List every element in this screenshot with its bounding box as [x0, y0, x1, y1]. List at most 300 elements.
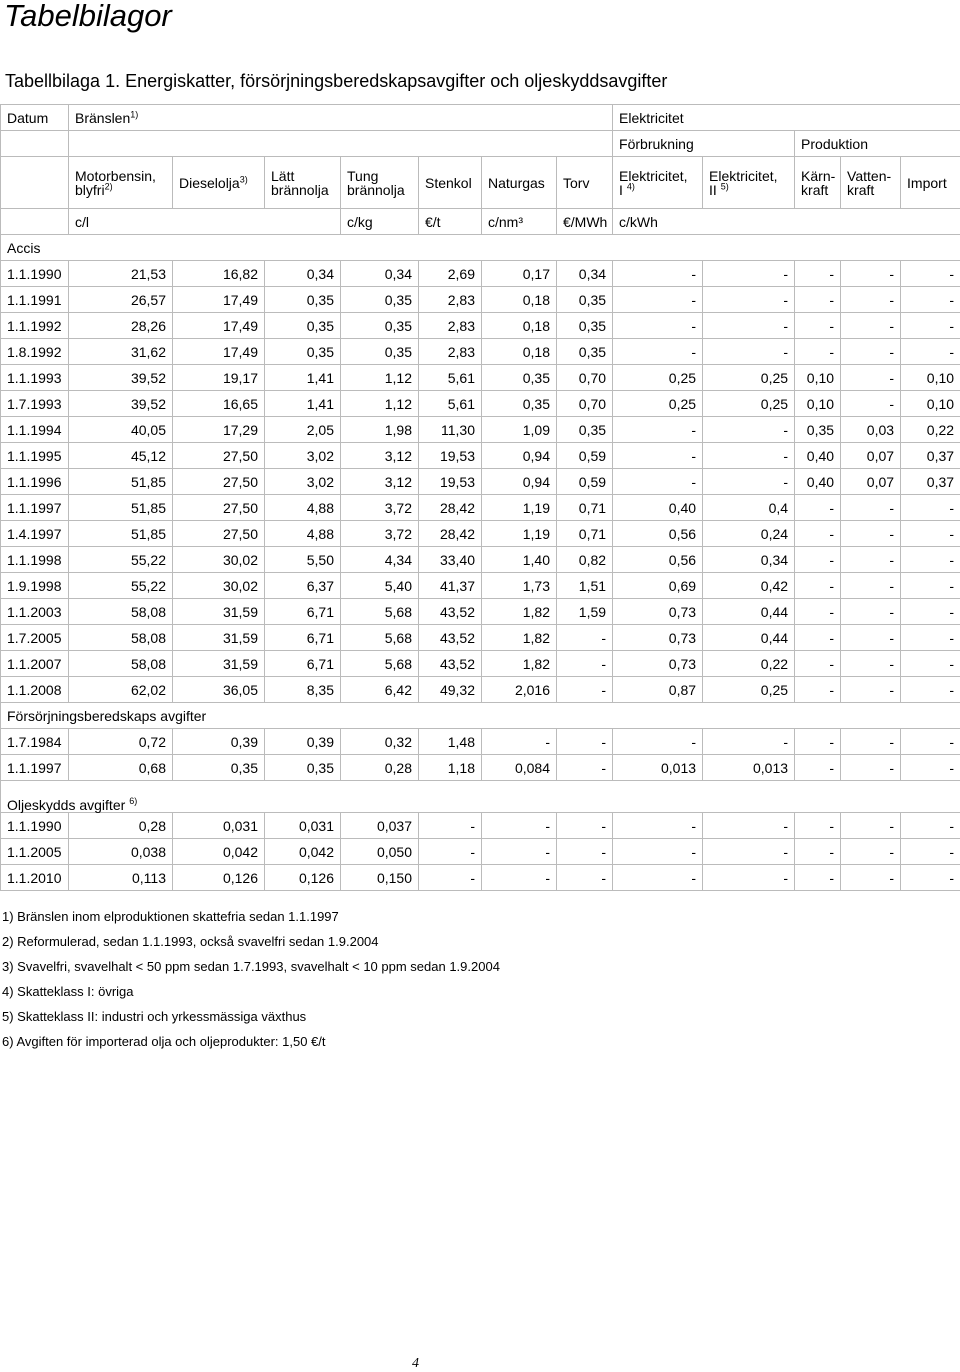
value-cell: -: [901, 729, 960, 755]
value-cell: 0,25: [613, 391, 703, 417]
value-cell: 0,35: [265, 313, 341, 339]
value-cell: -: [795, 677, 841, 703]
value-cell: -: [795, 261, 841, 287]
value-cell: 21,53: [69, 261, 173, 287]
footnote: 2) Reformulerad, sedan 1.1.1993, också svavelfri sedan 1.9.2004: [2, 934, 379, 949]
value-cell: -: [841, 865, 901, 891]
unit-ckwh: c/kWh: [613, 209, 960, 235]
value-cell: 58,08: [69, 625, 173, 651]
value-cell: 0,050: [341, 839, 419, 865]
value-cell: 0,22: [901, 417, 960, 443]
value-cell: 16,65: [173, 391, 265, 417]
value-cell: 2,016: [482, 677, 557, 703]
value-cell: -: [703, 417, 795, 443]
value-cell: -: [901, 839, 960, 865]
value-cell: 0,72: [69, 729, 173, 755]
value-cell: 1,19: [482, 521, 557, 547]
value-cell: 0,18: [482, 287, 557, 313]
date-cell: 1.8.1992: [1, 339, 69, 365]
value-cell: 27,50: [173, 443, 265, 469]
table-row: [1, 755, 960, 781]
value-cell: 0,35: [482, 365, 557, 391]
value-cell: 1,09: [482, 417, 557, 443]
date-cell: 1.1.1990: [1, 813, 69, 839]
value-cell: 0,35: [341, 287, 419, 313]
value-cell: -: [795, 839, 841, 865]
value-cell: -: [557, 839, 613, 865]
value-cell: 0,73: [613, 599, 703, 625]
value-cell: 27,50: [173, 521, 265, 547]
header-motorbensin: Motorbensin, blyfri$^{2)}$: [69, 157, 173, 209]
value-cell: 1,41: [265, 391, 341, 417]
value-cell: -: [901, 495, 960, 521]
value-cell: 45,12: [69, 443, 173, 469]
value-cell: -: [703, 313, 795, 339]
date-cell: 1.1.1996: [1, 469, 69, 495]
date-cell: 1.1.1997: [1, 755, 69, 781]
value-cell: 0,17: [482, 261, 557, 287]
footnote: 1) Bränslen inom elproduktionen skattefria sedan 1.1.1997: [2, 909, 339, 924]
date-cell: 1.1.2005: [1, 839, 69, 865]
value-cell: 0,35: [795, 417, 841, 443]
value-cell: -: [613, 865, 703, 891]
table-row: [1, 313, 960, 339]
unit-cl: c/l: [69, 209, 341, 235]
value-cell: -: [841, 599, 901, 625]
value-cell: 0,35: [341, 339, 419, 365]
unit-cnm3: c/nm³: [482, 209, 557, 235]
value-cell: -: [703, 261, 795, 287]
value-cell: 31,59: [173, 599, 265, 625]
footnote: 3) Svavelfri, svavelhalt < 50 ppm sedan 1.7.1993, svavelhalt < 10 ppm sedan 1.9.2004: [2, 959, 500, 974]
value-cell: 55,22: [69, 547, 173, 573]
value-cell: 0,40: [795, 469, 841, 495]
value-cell: -: [557, 755, 613, 781]
value-cell: 19,53: [419, 443, 482, 469]
value-cell: 31,59: [173, 625, 265, 651]
value-cell: 2,05: [265, 417, 341, 443]
value-cell: -: [841, 495, 901, 521]
value-cell: 0,07: [841, 443, 901, 469]
value-cell: 0,10: [901, 365, 960, 391]
table-row: [1, 469, 960, 495]
value-cell: -: [841, 677, 901, 703]
value-cell: 3,02: [265, 469, 341, 495]
value-cell: 5,61: [419, 391, 482, 417]
value-cell: 0,82: [557, 547, 613, 573]
table-row: [1, 865, 960, 891]
value-cell: 19,53: [419, 469, 482, 495]
value-cell: 31,59: [173, 651, 265, 677]
date-cell: 1.1.2010: [1, 865, 69, 891]
value-cell: -: [613, 417, 703, 443]
value-cell: 17,49: [173, 339, 265, 365]
value-cell: 43,52: [419, 599, 482, 625]
value-cell: -: [901, 813, 960, 839]
value-cell: 0,56: [613, 521, 703, 547]
value-cell: 0,44: [703, 599, 795, 625]
value-cell: 17,49: [173, 287, 265, 313]
value-cell: 0,35: [265, 287, 341, 313]
value-cell: 0,10: [901, 391, 960, 417]
table-row: [1, 521, 960, 547]
value-cell: -: [795, 729, 841, 755]
header-dieselolja: Dieselolja$^{3)}$: [173, 157, 265, 209]
table-row: [1, 813, 960, 839]
date-cell: 1.1.1998: [1, 547, 69, 573]
value-cell: -: [613, 729, 703, 755]
value-cell: 0,35: [557, 287, 613, 313]
value-cell: -: [613, 313, 703, 339]
value-cell: 5,61: [419, 365, 482, 391]
value-cell: -: [901, 865, 960, 891]
header-naturgas: Naturgas: [482, 157, 557, 209]
value-cell: -: [901, 339, 960, 365]
value-cell: 2,83: [419, 287, 482, 313]
date-cell: 1.1.1992: [1, 313, 69, 339]
value-cell: 0,34: [703, 547, 795, 573]
value-cell: 0,113: [69, 865, 173, 891]
value-cell: 0,35: [557, 417, 613, 443]
header-forbrukning: Förbrukning: [613, 131, 795, 157]
date-cell: 1.1.1993: [1, 365, 69, 391]
value-cell: 6,71: [265, 625, 341, 651]
date-cell: 1.1.1990: [1, 261, 69, 287]
value-cell: -: [795, 521, 841, 547]
header-vattenkraft: Vatten- kraft: [841, 157, 901, 209]
table-row: [1, 339, 960, 365]
value-cell: 17,49: [173, 313, 265, 339]
table-row: [1, 547, 960, 573]
header-import: Import: [901, 157, 960, 209]
value-cell: 1,48: [419, 729, 482, 755]
header-torv: Torv: [557, 157, 613, 209]
value-cell: -: [795, 573, 841, 599]
value-cell: 0,56: [613, 547, 703, 573]
value-cell: 0,35: [482, 391, 557, 417]
footnote: 6) Avgiften för importerad olja och oljeprodukter: 1,50 €/t: [2, 1034, 326, 1049]
value-cell: -: [557, 865, 613, 891]
value-cell: -: [613, 443, 703, 469]
value-cell: 0,34: [341, 261, 419, 287]
value-cell: -: [482, 865, 557, 891]
table-row: [1, 573, 960, 599]
table-row: [1, 365, 960, 391]
value-cell: 0,39: [173, 729, 265, 755]
value-cell: 0,126: [265, 865, 341, 891]
value-cell: -: [901, 599, 960, 625]
date-cell: 1.1.1994: [1, 417, 69, 443]
date-cell: 1.1.2008: [1, 677, 69, 703]
table-row: [1, 287, 960, 313]
value-cell: -: [841, 651, 901, 677]
value-cell: 0,94: [482, 469, 557, 495]
value-cell: 51,85: [69, 469, 173, 495]
value-cell: 1,82: [482, 625, 557, 651]
table-row: [1, 391, 960, 417]
value-cell: -: [795, 339, 841, 365]
value-cell: 1,41: [265, 365, 341, 391]
value-cell: 0,07: [841, 469, 901, 495]
value-cell: 0,73: [613, 651, 703, 677]
value-cell: -: [613, 839, 703, 865]
value-cell: 49,32: [419, 677, 482, 703]
value-cell: 27,50: [173, 469, 265, 495]
value-cell: 5,40: [341, 573, 419, 599]
value-cell: -: [613, 287, 703, 313]
value-cell: 0,37: [901, 443, 960, 469]
value-cell: 0,03: [841, 417, 901, 443]
value-cell: 0,126: [173, 865, 265, 891]
value-cell: 0,71: [557, 495, 613, 521]
value-cell: 1,82: [482, 651, 557, 677]
header-produktion: Produktion: [795, 131, 960, 157]
value-cell: 0,44: [703, 625, 795, 651]
value-cell: 43,52: [419, 651, 482, 677]
value-cell: -: [841, 813, 901, 839]
header-latt-brannolja: Lätt brännolja: [265, 157, 341, 209]
value-cell: -: [901, 625, 960, 651]
value-cell: -: [482, 839, 557, 865]
value-cell: 19,17: [173, 365, 265, 391]
date-cell: 1.1.1991: [1, 287, 69, 313]
value-cell: -: [841, 313, 901, 339]
value-cell: 8,35: [265, 677, 341, 703]
value-cell: 1,51: [557, 573, 613, 599]
value-cell: -: [557, 813, 613, 839]
section-oljeskydd: Oljeskydds avgifter $^{6)}$: [1, 781, 960, 813]
value-cell: -: [795, 813, 841, 839]
value-cell: 0,24: [703, 521, 795, 547]
value-cell: 4,88: [265, 495, 341, 521]
value-cell: 0,40: [613, 495, 703, 521]
value-cell: 3,12: [341, 469, 419, 495]
date-cell: 1.1.2007: [1, 651, 69, 677]
value-cell: 0,10: [795, 365, 841, 391]
value-cell: 0,25: [703, 391, 795, 417]
value-cell: -: [419, 813, 482, 839]
value-cell: 0,59: [557, 443, 613, 469]
value-cell: 4,88: [265, 521, 341, 547]
table-row: [1, 443, 960, 469]
value-cell: 51,85: [69, 521, 173, 547]
section-accis: Accis: [1, 235, 960, 261]
value-cell: 41,37: [419, 573, 482, 599]
value-cell: -: [703, 443, 795, 469]
value-cell: 0,35: [265, 339, 341, 365]
value-cell: -: [901, 261, 960, 287]
value-cell: -: [795, 755, 841, 781]
value-cell: -: [901, 677, 960, 703]
value-cell: 0,71: [557, 521, 613, 547]
table-row: [1, 261, 960, 287]
value-cell: 1,40: [482, 547, 557, 573]
value-cell: 5,50: [265, 547, 341, 573]
value-cell: 51,85: [69, 495, 173, 521]
value-cell: 1,82: [482, 599, 557, 625]
value-cell: 0,150: [341, 865, 419, 891]
value-cell: -: [482, 729, 557, 755]
header-stenkol: Stenkol: [419, 157, 482, 209]
value-cell: 0,70: [557, 365, 613, 391]
value-cell: 0,4: [703, 495, 795, 521]
value-cell: -: [703, 287, 795, 313]
value-cell: 0,73: [613, 625, 703, 651]
value-cell: 58,08: [69, 651, 173, 677]
value-cell: -: [841, 573, 901, 599]
value-cell: -: [841, 755, 901, 781]
table-row: [1, 495, 960, 521]
value-cell: 0,28: [341, 755, 419, 781]
value-cell: 43,52: [419, 625, 482, 651]
value-cell: 1,12: [341, 365, 419, 391]
table-row: [1, 839, 960, 865]
value-cell: 39,52: [69, 391, 173, 417]
value-cell: 62,02: [69, 677, 173, 703]
value-cell: 11,30: [419, 417, 482, 443]
table-row: [1, 417, 960, 443]
value-cell: 1,19: [482, 495, 557, 521]
header-branslen: Bränslen$^{1)}$: [69, 105, 613, 131]
value-cell: 40,05: [69, 417, 173, 443]
value-cell: 0,35: [265, 755, 341, 781]
value-cell: 30,02: [173, 573, 265, 599]
value-cell: -: [419, 839, 482, 865]
value-cell: -: [901, 547, 960, 573]
value-cell: 0,10: [795, 391, 841, 417]
value-cell: 0,042: [173, 839, 265, 865]
date-cell: 1.7.1984: [1, 729, 69, 755]
value-cell: 31,62: [69, 339, 173, 365]
value-cell: -: [613, 813, 703, 839]
value-cell: 0,32: [341, 729, 419, 755]
value-cell: 3,12: [341, 443, 419, 469]
footnote: 4) Skatteklass I: övriga: [2, 984, 134, 999]
value-cell: 30,02: [173, 547, 265, 573]
value-cell: -: [841, 391, 901, 417]
value-cell: 1,98: [341, 417, 419, 443]
value-cell: 0,94: [482, 443, 557, 469]
value-cell: 0,35: [557, 313, 613, 339]
value-cell: -: [795, 865, 841, 891]
date-cell: 1.4.1997: [1, 521, 69, 547]
value-cell: 0,18: [482, 313, 557, 339]
value-cell: 26,57: [69, 287, 173, 313]
value-cell: 0,28: [69, 813, 173, 839]
value-cell: 2,83: [419, 313, 482, 339]
value-cell: 1,73: [482, 573, 557, 599]
value-cell: 0,34: [557, 261, 613, 287]
value-cell: 0,25: [613, 365, 703, 391]
value-cell: -: [795, 313, 841, 339]
value-cell: -: [795, 599, 841, 625]
date-cell: 1.9.1998: [1, 573, 69, 599]
date-cell: 1.7.2005: [1, 625, 69, 651]
table-row: [1, 599, 960, 625]
value-cell: 0,35: [173, 755, 265, 781]
value-cell: 5,68: [341, 651, 419, 677]
date-cell: 1.7.1993: [1, 391, 69, 417]
value-cell: -: [901, 755, 960, 781]
value-cell: 6,71: [265, 599, 341, 625]
value-cell: -: [841, 365, 901, 391]
table-row: [1, 729, 960, 755]
value-cell: 0,031: [173, 813, 265, 839]
value-cell: -: [703, 865, 795, 891]
tax-table: [0, 104, 960, 891]
value-cell: 2,83: [419, 339, 482, 365]
value-cell: 0,35: [557, 339, 613, 365]
value-cell: -: [557, 729, 613, 755]
value-cell: 0,34: [265, 261, 341, 287]
value-cell: -: [795, 495, 841, 521]
value-cell: 17,29: [173, 417, 265, 443]
value-cell: 0,70: [557, 391, 613, 417]
value-cell: 0,038: [69, 839, 173, 865]
value-cell: 27,50: [173, 495, 265, 521]
value-cell: -: [703, 469, 795, 495]
value-cell: 0,013: [613, 755, 703, 781]
value-cell: 0,87: [613, 677, 703, 703]
value-cell: 4,34: [341, 547, 419, 573]
value-cell: -: [901, 313, 960, 339]
value-cell: 0,40: [795, 443, 841, 469]
value-cell: 0,084: [482, 755, 557, 781]
value-cell: 0,39: [265, 729, 341, 755]
value-cell: -: [557, 651, 613, 677]
value-cell: 0,25: [703, 365, 795, 391]
header-elektricitet-1: Elektricitet, I $^{4)}$: [613, 157, 703, 209]
date-cell: 1.1.1995: [1, 443, 69, 469]
value-cell: 6,71: [265, 651, 341, 677]
value-cell: -: [795, 651, 841, 677]
value-cell: 28,42: [419, 521, 482, 547]
value-cell: 6,42: [341, 677, 419, 703]
unit-ckg: c/kg: [341, 209, 419, 235]
value-cell: 0,013: [703, 755, 795, 781]
value-cell: -: [557, 677, 613, 703]
footnote: 5) Skatteklass II: industri och yrkessmässiga växthus: [2, 1009, 307, 1024]
header-elektricitet-2: Elektricitet, II $^{5)}$: [703, 157, 795, 209]
value-cell: 16,82: [173, 261, 265, 287]
value-cell: 0,031: [265, 813, 341, 839]
value-cell: -: [841, 521, 901, 547]
value-cell: -: [703, 839, 795, 865]
value-cell: 0,25: [703, 677, 795, 703]
value-cell: 6,37: [265, 573, 341, 599]
value-cell: -: [901, 521, 960, 547]
value-cell: -: [841, 339, 901, 365]
value-cell: 39,52: [69, 365, 173, 391]
value-cell: -: [703, 729, 795, 755]
value-cell: -: [795, 547, 841, 573]
value-cell: -: [482, 813, 557, 839]
value-cell: 0,35: [341, 313, 419, 339]
value-cell: 58,08: [69, 599, 173, 625]
page-title: Tabelbilagor: [4, 0, 172, 33]
value-cell: -: [613, 261, 703, 287]
header-tung-brannolja: Tung brännolja: [341, 157, 419, 209]
value-cell: 0,68: [69, 755, 173, 781]
value-cell: 0,22: [703, 651, 795, 677]
value-cell: 0,59: [557, 469, 613, 495]
value-cell: -: [613, 469, 703, 495]
value-cell: 5,68: [341, 625, 419, 651]
unit-emwh: €/MWh: [557, 209, 613, 235]
value-cell: -: [795, 287, 841, 313]
value-cell: -: [419, 865, 482, 891]
value-cell: -: [703, 339, 795, 365]
